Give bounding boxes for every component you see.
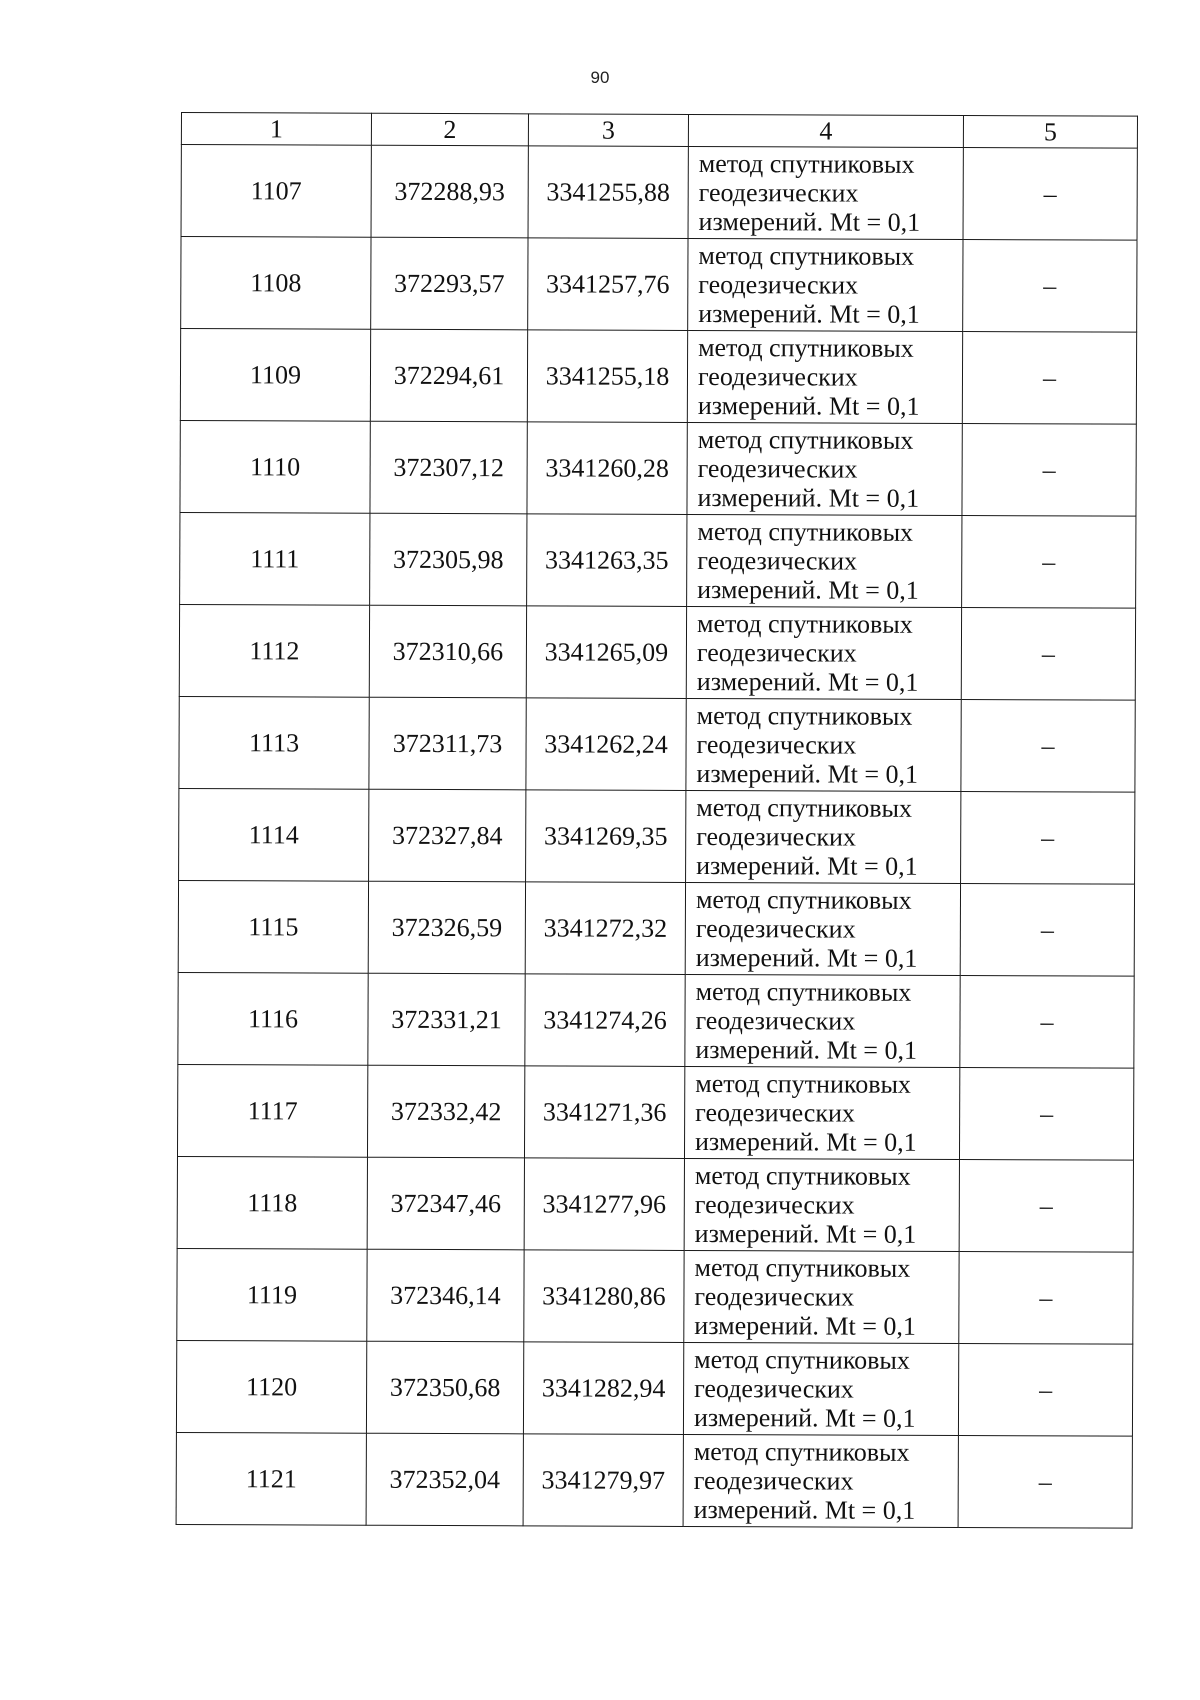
- method-line: метод спутниковых: [695, 1068, 912, 1099]
- x-coordinate-cell: 372331,21: [368, 973, 525, 1066]
- method-line: метод спутниковых: [696, 608, 913, 639]
- point-number-cell: 1116: [178, 972, 368, 1065]
- method-cell: [687, 514, 962, 607]
- method-cell: [688, 238, 963, 331]
- method-line: метод спутниковых: [696, 792, 913, 823]
- y-coordinate-cell: 3341269,35: [526, 790, 686, 883]
- column-header-point: 1: [181, 113, 371, 146]
- coordinates-table: [176, 112, 1138, 1529]
- method-line: геодезических: [694, 1373, 854, 1404]
- point-number-cell: 1119: [177, 1248, 367, 1341]
- method-line: метод спутниковых: [697, 516, 914, 547]
- method-line: геодезических: [698, 177, 859, 208]
- point-number-cell: 1120: [176, 1340, 366, 1433]
- point-number-cell: 1112: [179, 604, 369, 697]
- method-cell: [684, 1250, 959, 1343]
- method-cell: [683, 1342, 958, 1435]
- method-cell: [686, 698, 961, 791]
- point-number-cell: 1113: [179, 696, 369, 789]
- x-coordinate-cell: 372307,12: [370, 421, 527, 514]
- note-cell: –: [962, 332, 1136, 425]
- method-line: геодезических: [695, 913, 856, 944]
- x-coordinate-cell: 372350,68: [366, 1341, 523, 1434]
- method-line: метод спутниковых: [694, 1160, 911, 1191]
- point-number-cell: 1111: [180, 512, 370, 605]
- point-number-cell: 1108: [181, 237, 371, 330]
- method-line: геодезических: [697, 453, 858, 484]
- y-coordinate-cell: 3341274,26: [525, 974, 685, 1067]
- method-line: геодезических: [693, 1465, 854, 1496]
- method-line: измерений. Mt = 0,1: [695, 942, 918, 973]
- x-coordinate-cell: 372310,66: [369, 605, 526, 698]
- method-line: метод спутниковых: [698, 240, 915, 271]
- table-row: [177, 1156, 1133, 1252]
- table-row: [179, 696, 1135, 792]
- x-coordinate-cell: 372305,98: [370, 513, 527, 606]
- method-line: геодезических: [694, 1281, 855, 1312]
- method-line: измерений. Mt = 0,1: [697, 390, 920, 421]
- method-line: измерений. Mt = 0,1: [696, 850, 918, 881]
- method-line: метод спутниковых: [695, 976, 912, 1007]
- method-line: измерений. Mt = 0,1: [693, 1494, 916, 1525]
- note-cell: –: [961, 791, 1135, 884]
- method-line: геодезических: [695, 1005, 856, 1036]
- method-line: измерений. Mt = 0,1: [698, 298, 920, 329]
- y-coordinate-cell: 3341282,94: [523, 1342, 683, 1435]
- method-line: измерений. Mt = 0,1: [697, 574, 919, 605]
- method-line: метод спутниковых: [696, 700, 913, 731]
- method-line: геодезических: [697, 361, 858, 392]
- table-row: [177, 1064, 1133, 1160]
- x-coordinate-cell: 372327,84: [369, 789, 526, 882]
- method-line: геодезических: [696, 821, 857, 852]
- point-number-cell: 1121: [176, 1432, 366, 1525]
- method-line: измерений. Mt = 0,1: [698, 206, 921, 237]
- point-number-cell: 1114: [179, 788, 369, 881]
- table-row: [181, 237, 1137, 333]
- point-number-cell: 1109: [180, 329, 370, 422]
- x-coordinate-cell: 372347,46: [367, 1157, 524, 1250]
- method-cell: [684, 1158, 959, 1251]
- method-cell: [684, 1066, 959, 1159]
- method-cell: [688, 146, 963, 239]
- column-header-note: 5: [963, 116, 1137, 149]
- table-row: [180, 329, 1136, 425]
- method-cell: [683, 1434, 958, 1527]
- method-line: геодезических: [696, 637, 857, 668]
- x-coordinate-cell: 372352,04: [366, 1433, 523, 1526]
- method-cell: [687, 422, 962, 515]
- note-cell: –: [960, 975, 1134, 1068]
- method-line: метод спутниковых: [694, 1252, 911, 1283]
- method-line: метод спутниковых: [697, 424, 914, 455]
- method-line: метод спутниковых: [693, 1436, 910, 1467]
- y-coordinate-cell: 3341272,32: [525, 882, 685, 975]
- column-header-x: 2: [371, 113, 528, 146]
- method-line: метод спутниковых: [698, 148, 915, 179]
- note-cell: –: [963, 148, 1137, 241]
- note-cell: –: [962, 424, 1136, 517]
- point-number-cell: 1118: [177, 1156, 367, 1249]
- method-line: измерений. Mt = 0,1: [696, 758, 919, 789]
- x-coordinate-cell: 372326,59: [368, 881, 525, 974]
- table-row: [181, 145, 1137, 241]
- table-row: [180, 512, 1136, 608]
- table-row: [178, 880, 1134, 976]
- y-coordinate-cell: 3341262,24: [526, 698, 686, 791]
- table-body: [176, 145, 1137, 1529]
- method-line: метод спутниковых: [694, 1344, 910, 1375]
- column-header-y: 3: [528, 114, 688, 147]
- table-row: [178, 972, 1134, 1068]
- y-coordinate-cell: 3341257,76: [528, 238, 688, 331]
- method-cell: [685, 882, 960, 975]
- note-cell: –: [962, 516, 1136, 609]
- y-coordinate-cell: 3341265,09: [526, 606, 686, 699]
- x-coordinate-cell: 372311,73: [369, 697, 526, 790]
- x-coordinate-cell: 372294,61: [370, 329, 527, 422]
- table-row: [176, 1432, 1132, 1528]
- method-line: измерений. Mt = 0,1: [694, 1218, 917, 1249]
- x-coordinate-cell: 372346,14: [367, 1249, 524, 1342]
- note-cell: –: [961, 700, 1135, 793]
- method-line: метод спутниковых: [695, 884, 912, 915]
- y-coordinate-cell: 3341277,96: [524, 1158, 684, 1251]
- method-cell: [686, 606, 961, 699]
- note-cell: –: [959, 1067, 1133, 1160]
- method-line: геодезических: [695, 1097, 855, 1128]
- table-header: [181, 113, 1137, 149]
- page-number: 90: [590, 68, 610, 87]
- note-cell: –: [959, 1251, 1133, 1344]
- note-cell: –: [958, 1343, 1132, 1436]
- point-number-cell: 1115: [178, 880, 368, 973]
- method-line: измерений. Mt = 0,1: [697, 482, 920, 513]
- method-line: измерений. Mt = 0,1: [694, 1310, 917, 1341]
- x-coordinate-cell: 372288,93: [371, 145, 528, 238]
- point-number-cell: 1110: [180, 420, 370, 513]
- column-header-method: 4: [688, 114, 963, 147]
- method-line: метод спутниковых: [698, 332, 914, 363]
- header-row: [181, 113, 1137, 149]
- table-row: [176, 1340, 1132, 1436]
- y-coordinate-cell: 3341280,86: [524, 1250, 684, 1343]
- y-coordinate-cell: 3341271,36: [524, 1066, 684, 1159]
- method-line: геодезических: [698, 269, 859, 300]
- x-coordinate-cell: 372293,57: [371, 237, 528, 330]
- y-coordinate-cell: 3341279,97: [523, 1434, 683, 1527]
- note-cell: –: [959, 1159, 1133, 1252]
- x-coordinate-cell: 372332,42: [367, 1065, 524, 1158]
- note-cell: –: [960, 883, 1134, 976]
- method-cell: [686, 790, 961, 883]
- method-cell: [685, 974, 960, 1067]
- y-coordinate-cell: 3341255,88: [528, 146, 688, 239]
- method-line: геодезических: [696, 729, 857, 760]
- y-coordinate-cell: 3341255,18: [527, 330, 687, 423]
- note-cell: –: [958, 1435, 1132, 1528]
- method-cell: [687, 330, 962, 423]
- table-row: [177, 1248, 1133, 1344]
- y-coordinate-cell: 3341263,35: [527, 514, 687, 607]
- method-line: измерений. Mt = 0,1: [693, 1402, 916, 1433]
- method-line: измерений. Mt = 0,1: [695, 1034, 918, 1065]
- method-line: измерений. Mt = 0,1: [694, 1126, 917, 1157]
- table-row: [179, 788, 1135, 884]
- method-line: измерений. Mt = 0,1: [696, 666, 919, 697]
- note-cell: –: [961, 608, 1135, 701]
- method-line: геодезических: [697, 545, 858, 576]
- point-number-cell: 1107: [181, 145, 371, 238]
- method-line: геодезических: [694, 1189, 855, 1220]
- table-row: [180, 420, 1136, 516]
- point-number-cell: 1117: [177, 1064, 367, 1157]
- y-coordinate-cell: 3341260,28: [527, 422, 687, 515]
- note-cell: –: [963, 240, 1137, 333]
- table-row: [179, 604, 1135, 700]
